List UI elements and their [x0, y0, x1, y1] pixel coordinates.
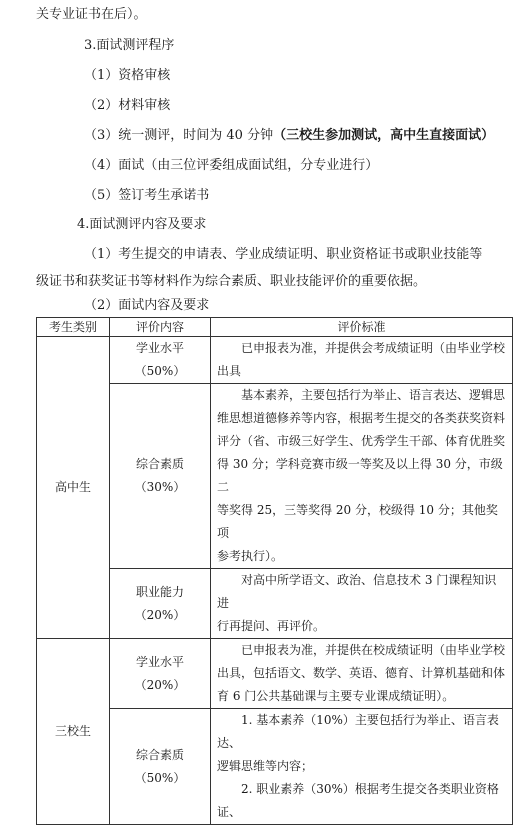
category-cell: 高中生 [37, 337, 110, 639]
procedure-step-4: （4）面试（由三位评委组成面试组，分专业进行） [84, 158, 379, 173]
content-cell [110, 337, 211, 384]
content-item: 综合素质 [135, 457, 184, 471]
standard-cell [211, 709, 513, 825]
procedure-step-3-text: （3）统一测评，时间为 40 分钟 [84, 128, 274, 143]
procedure-step-3 [84, 128, 494, 144]
standard-line: 已申报表为准，并提供在校成绩证明（由毕业学校 [241, 643, 506, 657]
procedure-step-3-note: （三校生参加测试，高中生直接面试） [273, 128, 495, 143]
content-paragraph-1-line-1: （1）考生提交的申请表、学业成绩证明、职业资格证书或职业技能等 [84, 247, 483, 262]
paragraph-continuation: 关专业证书在后）。 [36, 7, 147, 22]
standard-cell [211, 337, 513, 384]
content-item: 职业能力 [135, 584, 184, 599]
content-weight: （20%） [134, 607, 186, 622]
procedure-step-1: （1）资格审核 [84, 68, 171, 83]
standard-line: 等奖得 25，三等奖得 20 分，校级得 10 分；其他奖项 [217, 503, 498, 540]
evaluation-table [36, 317, 513, 825]
content-cell [110, 569, 211, 639]
content-weight: （20%） [134, 677, 186, 692]
standard-line: 出具，包括语文、数学、英语、德育、计算机基础和体 [217, 666, 506, 680]
section-heading-procedure: 3.面试测评程序 [84, 38, 175, 53]
header-category: 考生类别 [37, 318, 110, 337]
standard-line: 得 30 分；学科竞赛市级一等奖及以上得 30 分，市级二 [217, 457, 503, 494]
procedure-step-5: （5）签订考生承诺书 [84, 188, 210, 203]
standard-line: 2. 职业素养（30%）根据考生提交各类职业资格证、 [217, 782, 499, 819]
content-item: 学业水平 [135, 341, 184, 355]
standard-cell [211, 384, 513, 569]
standard-cell [211, 639, 513, 709]
standard-line: 参考执行）。 [217, 549, 284, 563]
standard-line: 出具 [217, 364, 242, 378]
content-paragraph-2: （2）面试内容及要求 [84, 298, 210, 313]
content-cell [110, 639, 211, 709]
content-weight: （50%） [134, 364, 186, 378]
table-row [37, 337, 513, 384]
content-item: 学业水平 [135, 654, 184, 669]
standard-line: 逻辑思维等内容； [217, 759, 314, 773]
standard-line: 基本素养，主要包括行为举止、语言表达、逻辑思 [241, 388, 506, 402]
standard-line: 维思想道德修养等内容，根据考生提交的各类获奖资料 [217, 411, 506, 425]
category-cell: 三校生 [37, 639, 110, 825]
standard-line: 1. 基本素养（10%）主要包括行为举止、语言表达、 [217, 713, 499, 750]
standard-line: 评分（省、市级三好学生、优秀学生干部、体育优胜奖 [217, 434, 506, 448]
standard-cell [211, 569, 513, 639]
content-item: 综合素质 [135, 747, 184, 762]
standard-line: 对高中所学语文、政治、信息技术 3 门课程知识进 [217, 573, 497, 610]
standard-line: 已申报表为准，并提供会考成绩证明（由毕业学校 [241, 341, 506, 355]
content-paragraph-1-line-2: 级证书和获奖证书等材料作为综合素质、职业技能评价的重要依据。 [36, 274, 427, 289]
standard-line: 育 6 门公共基础课与主要专业课成绩证明）。 [217, 689, 455, 703]
content-cell [110, 709, 211, 825]
table-row [37, 639, 513, 709]
standard-line: 行再提问、再评价。 [217, 619, 326, 633]
content-cell [110, 384, 211, 569]
header-standard: 评价标准 [211, 318, 513, 337]
procedure-step-2: （2）材料审核 [84, 98, 171, 113]
section-heading-content: 4.面试测评内容及要求 [77, 217, 207, 232]
table-header-row [37, 318, 513, 337]
header-content: 评价内容 [110, 318, 211, 337]
content-weight: （30%） [134, 480, 186, 494]
content-weight: （50%） [134, 770, 186, 785]
